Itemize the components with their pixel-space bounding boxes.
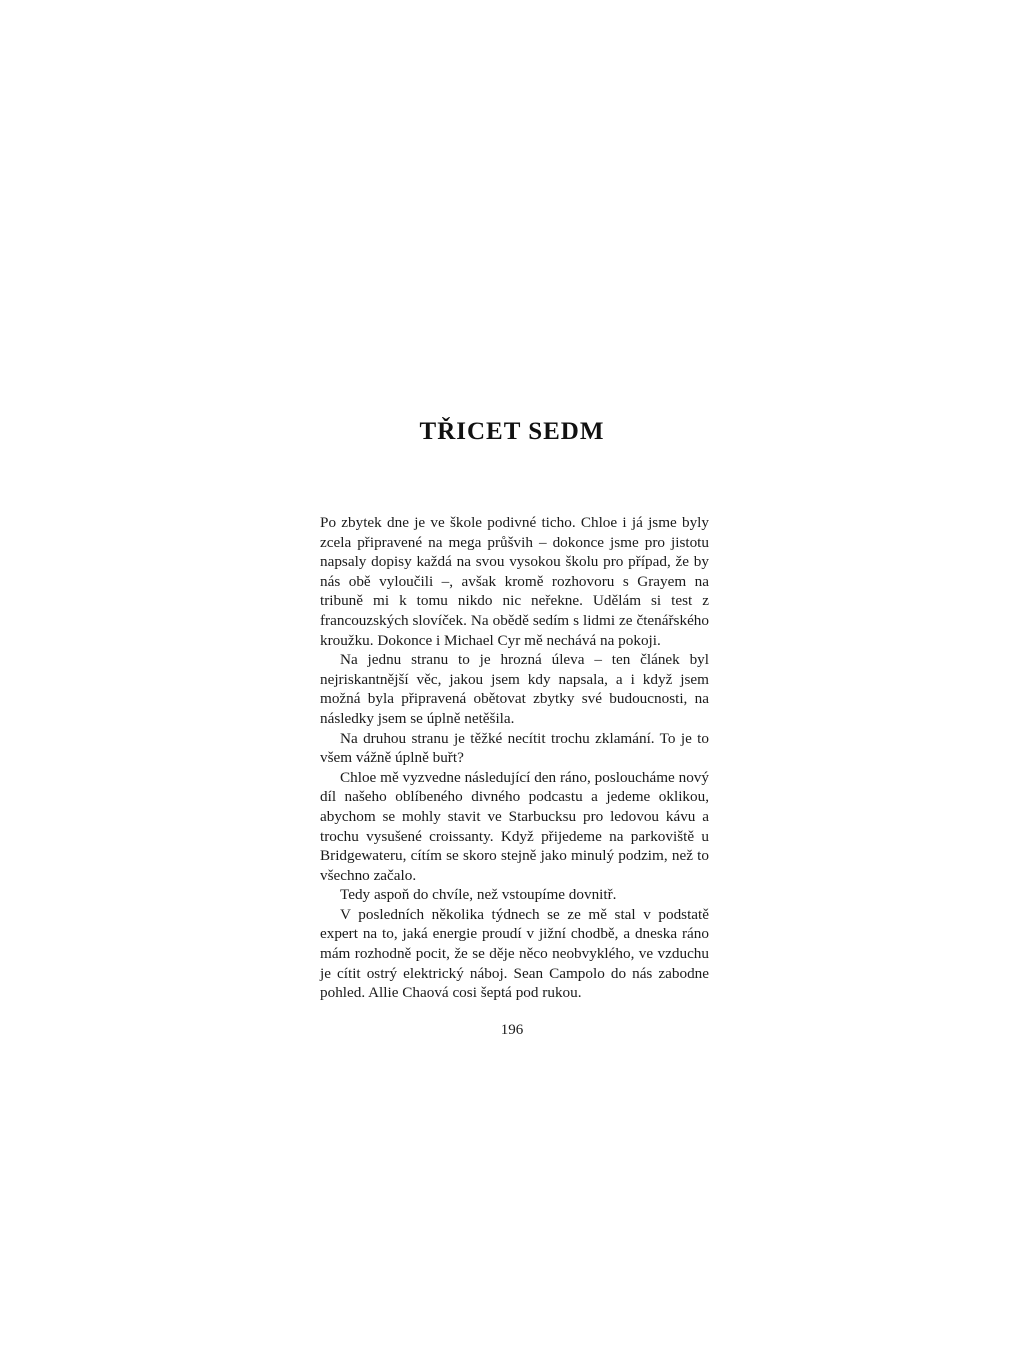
page-number: 196	[500, 1022, 524, 1038]
body-text	[320, 513, 709, 1003]
paragraph-4: Chloe mě vyzvedne následující den ráno, posloucháme nový díl našeho oblíbeného divného podcastu a jedeme oklikou, abychom se mohly stavit ve Starbucksu pro ledovou kávu a trochu vysušené croissanty. Když přijedeme na parkoviště u Bridgewateru, cítím se skoro stejně jako minulý podzim, než to všechno začalo.	[320, 768, 709, 884]
chapter-title: TŘICET SEDM	[419, 418, 605, 445]
paragraph-5: Tedy aspoň do chvíle, než vstoupíme dovnitř.	[340, 886, 617, 904]
paragraph-1: Po zbytek dne je ve škole podivné ticho. Chloe i já jsme byly zcela připravené na mega průšvih – dokonce jsme pro jistotu napsaly dopisy každá na svou vysokou školu pro případ, že by nás obě vyloučili –, avšak kromě rozhovoru s Grayem na tribuně mi k tomu nikdo nic neřekne. Udělám si test z francouzských slovíček. Na obědě sedím s lidmi ze čtenářského kroužku. Dokonce i Michael Cyr mě nechává na pokoji.	[320, 514, 709, 649]
paragraph-2: Na jednu stranu to je hrozná úleva – ten článek byl nejriskantnější věc, jakou jsem kdy napsala, a i když jsem možná byla připravená obětovat zbytky své budoucnosti, na následky jsem se úplně netěšila.	[320, 651, 709, 727]
paragraph-3: Na druhou stranu je těžké necítit trochu zklamání. To je to všem vážně úplně buřt?	[320, 729, 709, 767]
paragraph-6: V posledních několika týdnech se ze mě stal v podstatě expert na to, jaká energie proudí v jižní chodbě, a dneska ráno mám rozhodně pocit, že se děje něco neobvyklého, ve vzduchu je cítit ostrý elektrický náboj. Sean Campolo do nás zabodne pohled. Allie Chaová cosi šeptá pod rukou.	[320, 905, 709, 1002]
